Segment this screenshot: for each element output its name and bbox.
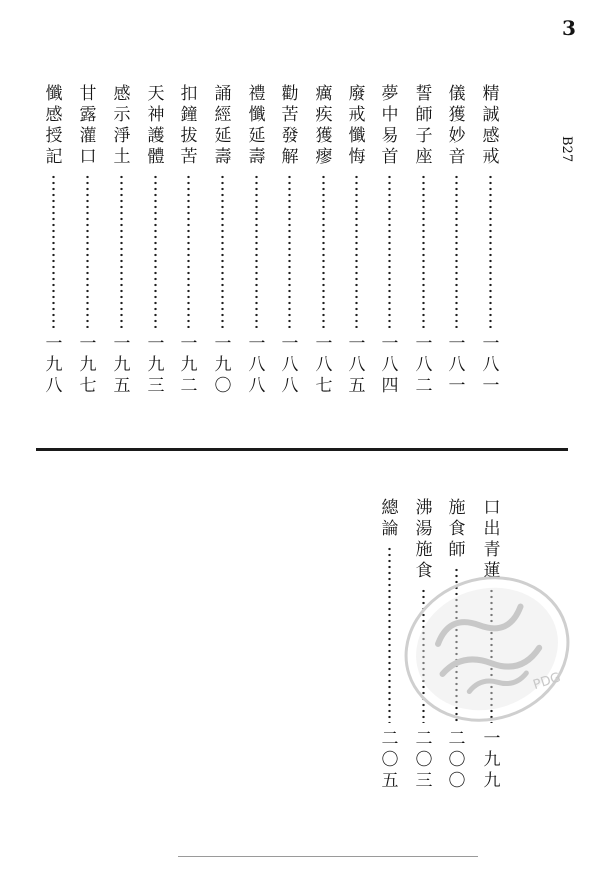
leader-dots [86,174,89,328]
leader-dots [120,174,123,328]
leader-dots [388,174,391,328]
leader-dots [355,174,358,328]
toc-title: 總論 [381,498,399,539]
toc-entry [43,84,65,397]
toc-title: 懺感授記 [45,84,63,167]
leader-dots [288,174,291,328]
leader-dots [455,174,458,328]
toc-page-number: 一八八 [248,334,266,396]
toc-title: 感示淨土 [113,84,131,167]
toc-entry [111,84,133,397]
leader-dots [255,174,258,328]
toc-title: 施食師 [448,498,466,560]
toc-entry [279,84,301,397]
toc-title: 禮懺延壽 [248,84,266,167]
toc-page-number: 二〇〇 [448,729,466,791]
toc-page-number: 一八一 [448,334,466,396]
bottom-rule [178,856,478,857]
leader-dots [322,174,325,328]
section-divider [36,448,568,451]
toc-title: 甘露灌口 [79,84,97,167]
toc-entry [379,84,401,397]
toc-title: 誦經延壽 [214,84,232,167]
toc-page-number: 一八八 [281,334,299,396]
toc-entry [413,84,435,397]
page-number: 3 [562,16,576,40]
toc-title: 扣鐘拔苦 [180,84,198,167]
toc-page-number: 一九五 [113,334,131,396]
toc-entry [145,84,167,397]
toc-page-number: 一九八 [45,334,63,396]
toc-entry [77,84,99,397]
toc-entry [480,84,502,397]
toc-title: 天神護體 [147,84,165,167]
toc-page-number: 一八四 [381,334,399,396]
toc-title: 口出青蓮 [483,498,501,581]
leader-dots [221,174,224,328]
toc-page-number: 一九九 [483,729,501,791]
toc-page-number: 一九七 [79,334,97,396]
toc-title: 儀獲妙音 [448,84,466,167]
toc-entry [313,84,335,397]
toc-page-number: 二〇五 [381,729,399,791]
toc-entry [346,84,368,397]
toc-page-number: 一八二 [415,334,433,396]
toc-page-number: 一九三 [147,334,165,396]
leader-dots [422,174,425,328]
toc-title: 夢中易首 [381,84,399,167]
toc-title: 沸湯施食 [415,498,433,581]
leader-dots [489,174,492,328]
leader-dots [52,174,55,328]
side-code: B27 [559,136,574,163]
toc-title: 誓師子座 [415,84,433,167]
leader-dots [154,174,157,328]
toc-title: 精誠感戒 [482,84,500,167]
toc-entry [446,84,468,397]
seal-label: PDG [531,670,563,694]
toc-page-number: 一九〇 [214,334,232,396]
leader-dots [388,546,391,723]
toc-page-number: 一九二 [180,334,198,396]
toc-entry [212,84,234,397]
toc-page-number: 二〇三 [415,729,433,791]
leader-dots [187,174,190,328]
toc-title: 癘疾獲瘳 [315,84,333,167]
toc-page-number: 一八一 [482,334,500,396]
toc-entry [246,84,268,397]
toc-page-number: 一八七 [315,334,333,396]
toc-title: 勸苦發解 [281,84,299,167]
toc-page-number: 一八五 [348,334,366,396]
toc-entry [178,84,200,397]
toc-title: 廢戒懺悔 [348,84,366,167]
